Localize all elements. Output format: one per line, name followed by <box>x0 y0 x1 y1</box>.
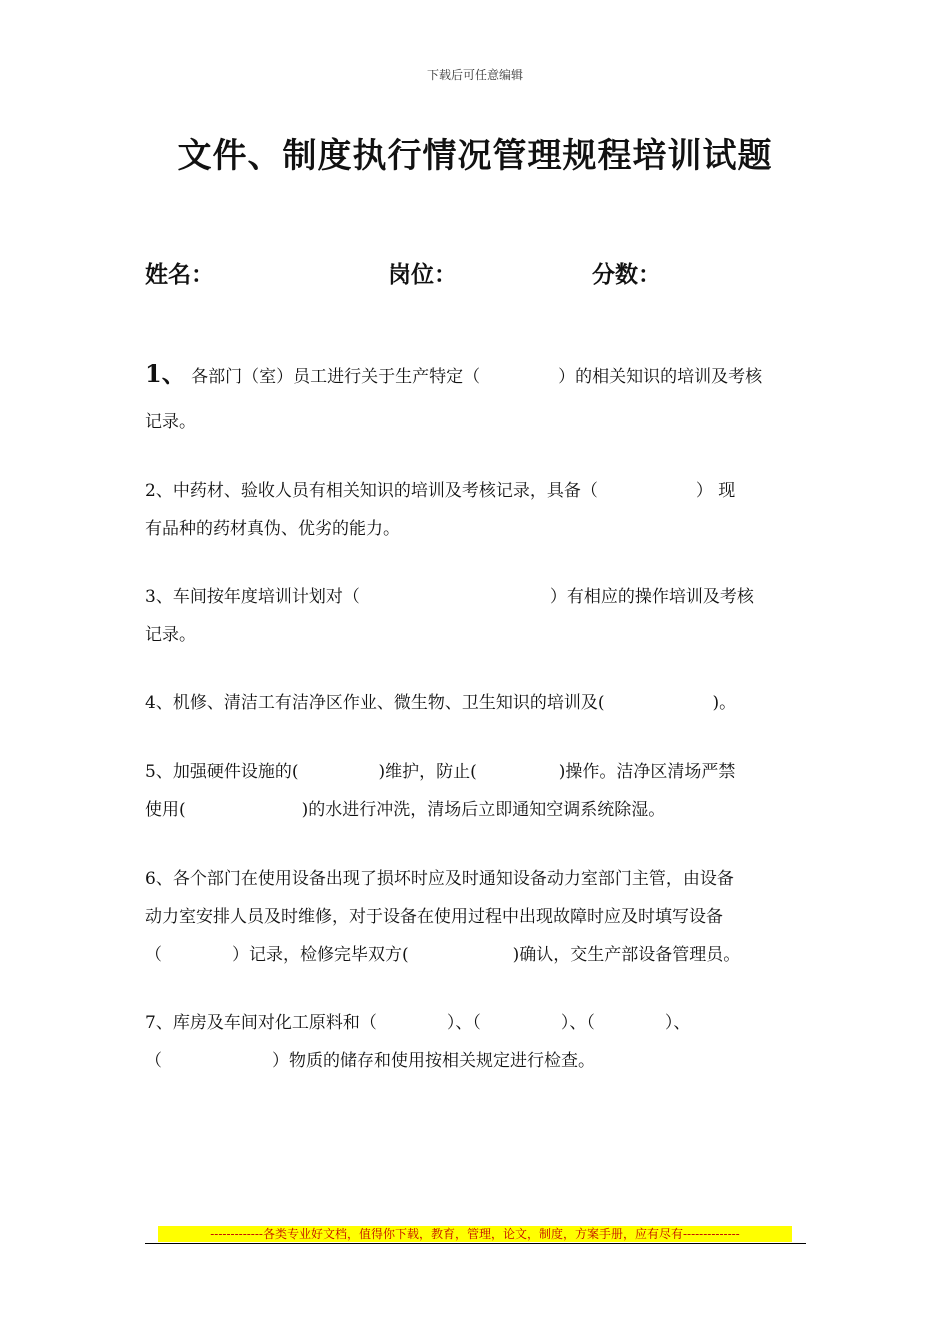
question-1 <box>145 355 810 441</box>
question-6-text-e: )确认，交生产部设备管理员。 <box>512 945 741 965</box>
question-2-text-a: 2、中药材、验收人员有相关知识的培训及考核记录，具备（ <box>145 481 598 501</box>
page-title: 文件、制度执行情况管理规程培训试题 <box>177 136 773 176</box>
question-1-text-b: ）的相关知识的培训及考核 <box>558 367 763 387</box>
question-2-text-b: ） 现 <box>695 481 736 501</box>
question-6-text-b: 动力室安排人员及时维修，对于设备在使用过程中出现故障时应及时填写设备 <box>145 907 723 927</box>
question-4-text-b: )。 <box>712 693 737 713</box>
question-7-text-d: ）、 <box>664 1013 691 1033</box>
question-5 <box>145 753 810 829</box>
question-4 <box>145 684 810 722</box>
question-2 <box>145 472 810 548</box>
question-3-text-a: 3、车间按年度培训计划对（ <box>145 587 360 607</box>
question-3-text-b: ）有相应的操作培训及考核 <box>549 587 754 607</box>
post-label: 岗位： <box>388 261 457 288</box>
question-7-text-a: 7、库房及车间对化工原料和（ <box>145 1013 377 1033</box>
question-1-text-c: 记录。 <box>145 412 196 432</box>
footer-divider <box>145 1243 806 1244</box>
question-7 <box>145 1004 810 1080</box>
question-7-text-f: ）物质的储存和使用按相关规定进行检查。 <box>272 1051 595 1071</box>
question-6-text-c: （ <box>145 945 162 965</box>
name-label: 姓名： <box>145 261 214 288</box>
question-5-text-b: )维护，防止( <box>378 762 477 782</box>
question-7-text-c: ）、（ <box>560 1013 595 1033</box>
info-row <box>145 256 815 292</box>
question-6 <box>145 860 810 974</box>
question-3-text-c: 记录。 <box>145 625 196 645</box>
question-4-text-a: 4、机修、清洁工有洁净区作业、微生物、卫生知识的培训及( <box>145 693 605 713</box>
question-1-text-a: 各部门（室）员工进行关于生产特定（ <box>191 367 481 387</box>
question-5-text-c: )操作。洁净区清场严禁 <box>558 762 736 782</box>
question-7-text-e: （ <box>145 1051 162 1071</box>
score-label: 分数： <box>592 261 661 288</box>
question-5-text-d: 使用( <box>145 800 186 820</box>
footer-banner: -------------各类专业好文档，值得你下载，教育，管理，论文，制度，方案手册，应有尽有-------------- <box>158 1226 792 1242</box>
header-note: 下载后可任意编辑 <box>426 68 523 82</box>
question-5-text-e: )的水进行冲洗，清场后立即通知空调系统除湿。 <box>301 800 666 820</box>
question-3 <box>145 578 810 654</box>
question-6-text-a: 6、各个部门在使用设备出现了损坏时应及时通知设备动力室部门主管，由设备 <box>145 869 734 889</box>
question-5-text-a: 5、加强硬件设施的( <box>145 762 299 782</box>
question-7-text-b: ）、（ <box>446 1013 481 1033</box>
question-2-text-c: 有品种的药材真伪、优劣的能力。 <box>145 519 400 539</box>
question-1-number: 1、 <box>145 359 186 388</box>
question-6-text-d: ）记录，检修完毕双方( <box>232 945 409 965</box>
